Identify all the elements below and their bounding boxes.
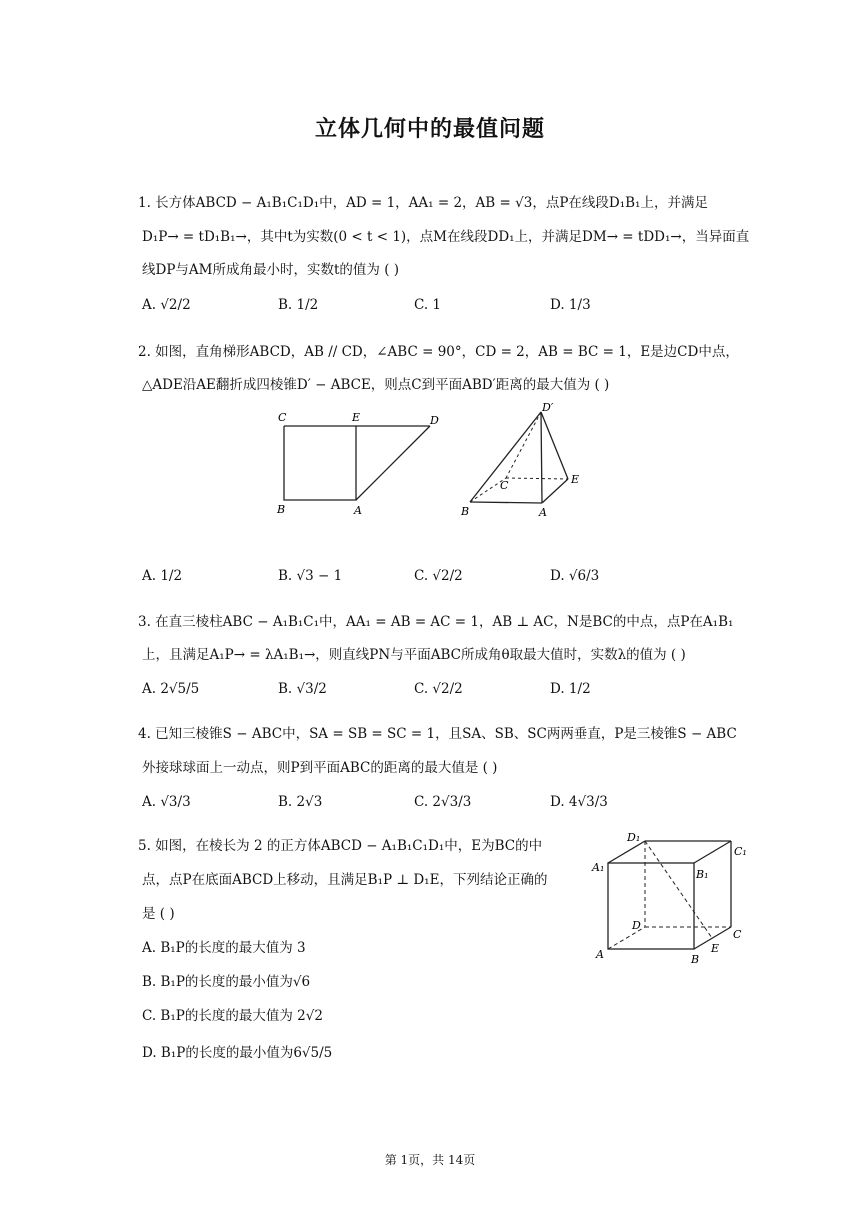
q2-option-b: B. √3 − 1 xyxy=(278,568,343,584)
q5-option-b: B. B₁P的长度的最小值为√6 xyxy=(142,974,311,990)
label-d: D xyxy=(430,414,439,427)
q1-line-2: D₁P→ = tD₁B₁→，其中t为实数(0 < t < 1)，点M在线段DD₁上，并满足DM→ = tDD₁→，当异面直 xyxy=(142,229,750,245)
q3-line-1: 3. 在直三棱柱ABC − A₁B₁C₁中，AA₁ = AB = AC = 1，AB ⊥ AC，N是BC的中点，点P在A₁B₁ xyxy=(138,614,734,630)
label-c: C xyxy=(278,411,287,424)
q3-option-a: A. 2√5/5 xyxy=(142,681,200,697)
q3-options xyxy=(142,681,742,707)
label-a1: A₁ xyxy=(592,861,605,874)
q1-option-c: C. 1 xyxy=(414,297,442,313)
q3-option-d: D. 1/2 xyxy=(550,681,591,697)
q5-option-d: D. B₁P的长度的最小值为6√5/5 xyxy=(142,1045,333,1061)
q5-option-c: C. B₁P的长度的最大值为 2√2 xyxy=(142,1008,323,1024)
q3-line-2: 上，且满足A₁P→ = λA₁B₁→，则直线PN与平面ABC所成角θ取最大值时，实数λ的值为 ( ) xyxy=(142,647,686,663)
q2-line-2: △ADE沿AE翻折成四棱锥D′ − ABCE，则点C到平面ABD′距离的最大值为 ( ) xyxy=(142,377,610,393)
q2-pyramid-figure xyxy=(458,400,588,522)
q4-line-1: 4. 已知三棱锥S − ABC中，SA = SB = SC = 1，且SA、SB、SC两两垂直，P是三棱锥S − ABC xyxy=(138,726,737,742)
q2-option-c: C. √2/2 xyxy=(414,568,463,584)
q1-options xyxy=(142,297,742,323)
q3-option-c: C. √2/2 xyxy=(414,681,463,697)
page-footer: 第 1页，共 14页 xyxy=(384,1153,476,1167)
q4-option-b: B. 2√3 xyxy=(278,794,323,810)
q2-option-a: A. 1/2 xyxy=(142,568,183,584)
q1-option-d: D. 1/3 xyxy=(550,297,591,313)
q4-line-2: 外接球球面上一动点，则P到平面ABC的距离的最大值是 ( ) xyxy=(142,760,498,776)
label-d-prime: D′ xyxy=(542,401,554,414)
label-b: B xyxy=(691,953,700,966)
q5-line-1: 5. 如图，在棱长为 2 的正方体ABCD − A₁B₁C₁D₁中，E为BC的中 xyxy=(138,838,543,854)
label-d: D xyxy=(632,919,641,932)
q5-option-a: A. B₁P的长度的最大值为 3 xyxy=(142,940,306,956)
q4-option-d: D. 4√3/3 xyxy=(550,794,608,810)
label-b1: B₁ xyxy=(696,868,709,881)
label-d1: D₁ xyxy=(627,831,641,844)
page-title: 立体几何中的最值问题 xyxy=(314,116,545,142)
label-a: A xyxy=(354,504,362,517)
label-b: B xyxy=(461,505,470,518)
label-e: E xyxy=(711,942,720,955)
q4-option-a: A. √3/3 xyxy=(142,794,191,810)
q2-trapezoid-figure xyxy=(268,404,458,520)
q1-line-1: 1. 长方体ABCD − A₁B₁C₁D₁中，AD = 1，AA₁ = 2，AB = √3，点P在线段D₁B₁上，并满足 xyxy=(138,195,708,211)
q1-option-a: A. √2/2 xyxy=(142,297,191,313)
label-e: E xyxy=(352,411,361,424)
q4-options xyxy=(142,794,742,820)
q2-options xyxy=(142,568,742,594)
label-c: C xyxy=(733,928,742,941)
q1-option-b: B. 1/2 xyxy=(278,297,319,313)
q5-line-2: 点，点P在底面ABCD上移动，且满足B₁P ⊥ D₁E，下列结论正确的 xyxy=(142,872,548,888)
q3-option-b: B. √3/2 xyxy=(278,681,327,697)
label-c1: C₁ xyxy=(734,845,747,858)
q2-line-1: 2. 如图，直角梯形ABCD，AB // CD，∠ABC = 90°，CD = 2，AB = BC = 1，E是边CD中点， xyxy=(138,344,739,360)
label-a: A xyxy=(596,948,604,961)
label-a: A xyxy=(539,506,547,519)
label-e: E xyxy=(571,473,580,486)
q4-option-c: C. 2√3/3 xyxy=(414,794,472,810)
q2-option-d: D. √6/3 xyxy=(550,568,600,584)
label-b: B xyxy=(277,503,286,516)
q5-line-3: 是 ( ) xyxy=(142,906,175,922)
label-c: C xyxy=(500,479,509,492)
q5-cube-figure xyxy=(590,828,760,970)
q1-line-3: 线DP与AM所成角最小时，实数t的值为 ( ) xyxy=(142,262,400,278)
